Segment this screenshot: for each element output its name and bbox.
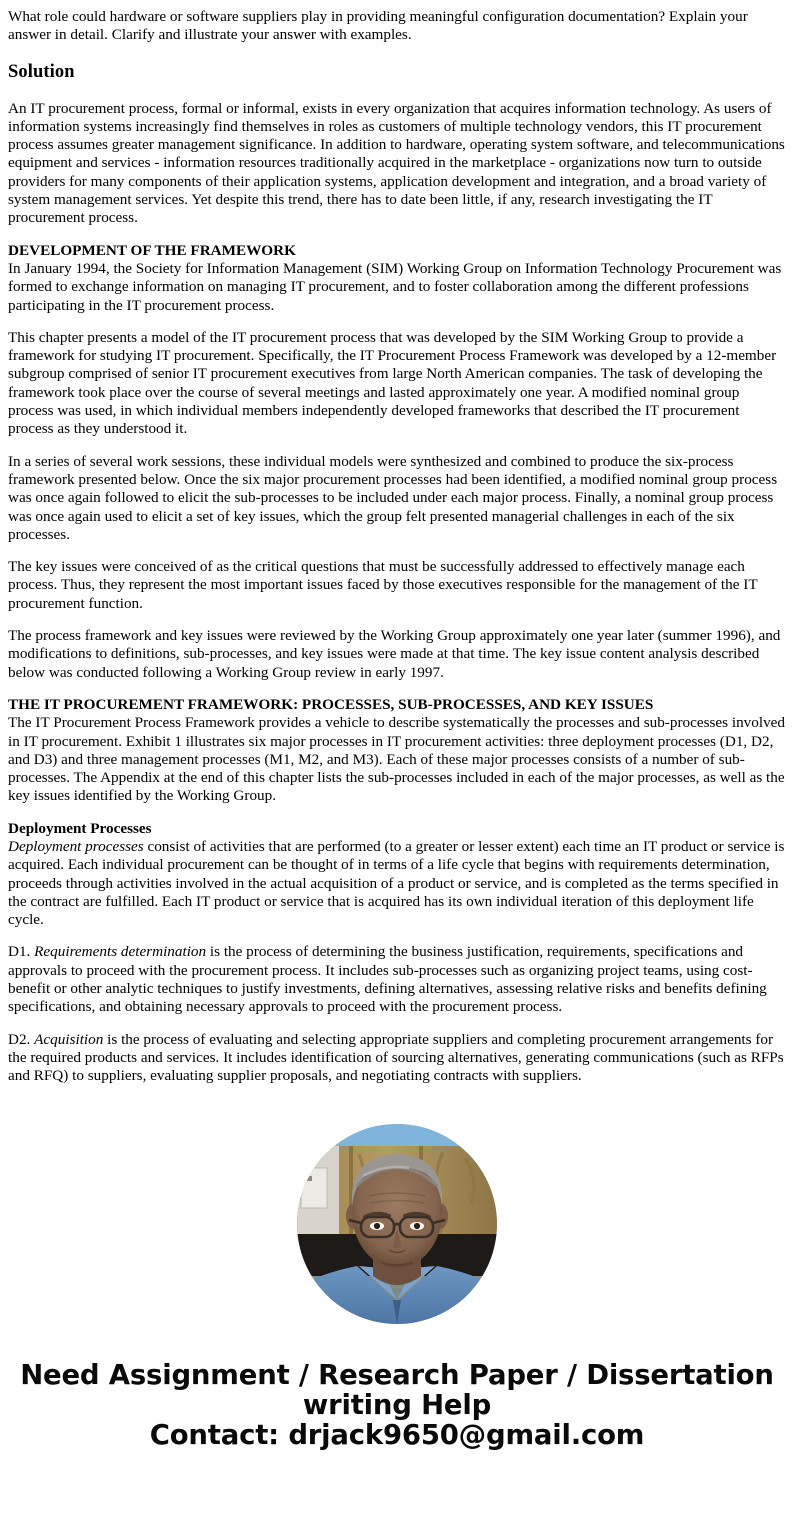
deployment-item-label: D1.	[8, 943, 35, 961]
section-paragraph: The key issues were conceived of as the critical questions that must be successfully addressed to effectively manage each process. Thus, they represent the most important issues faced by those executives responsible for the management of the IT procurement function.	[8, 558, 758, 612]
deployment-item-d1	[8, 943, 786, 1016]
deployment-item-rest: is the process of determining the business justification, requirements, specifications and approvals to proceed with the procurement process. It includes sub-processes such as organizing project teams, using cost-benefit or other analytic techniques to justify investments, defining alternatives, assessing relative risks and benefits defining specifications, and obtaining necessary approvals to proceed with the procurement process.	[8, 943, 767, 1016]
section-paragraph: This chapter presents a model of the IT procurement process that was developed by the SIM Working Group to provide a framework for studying IT procurement. Specifically, the IT Procurement Process Framework was developed by a 12-member subgroup comprised of senior IT procurement executives from large North American companies. The task of developing the framework took place over the course of several meetings and lasted approximately one year. A modified nominal group process was used, in which individual members independently developed frameworks that described the IT procurement process as they understood it.	[8, 328, 777, 438]
portrait-container	[8, 1124, 786, 1324]
deployment-item-term: Acquisition	[34, 1030, 104, 1048]
section-paragraph: The IT Procurement Process Framework provides a vehicle to describe systematically the processes and sub-processes involved in IT procurement. Exhibit 1 illustrates six major processes in IT procurement activities: three deployment processes (D1, D2, and D3) and three management processes (M1, M2, and M3). Each of these major processes consists of a number of sub-processes. The Appendix at the end of this chapter lists the sub-processes included in each of the major processes, as well as the key issues identified by the Working Group.	[8, 714, 786, 805]
deployment-term: Deployment processes	[8, 837, 144, 855]
solution-heading: Solution	[8, 61, 75, 82]
footer-line-1: Need Assignment / Research Paper / Dissertation writing Help	[20, 1358, 774, 1421]
deployment-definition-rest: consist of activities that are performed (to a greater or lesser extent) each time an IT product or service is acquired. Each individual procurement can be thought of in terms of a life cycle that begins with requirements determination, proceeds through activities involved in the actual acquisition of a product or service, and is completed as the terms specified in the contract are fulfilled. Each IT product or service that is acquired has its own individual iteration of this deployment life cycle.	[8, 837, 785, 929]
intro-paragraph: An IT procurement process, formal or informal, exists in every organization that acquires information technology. As users of information systems increasingly find themselves in roles as customers of multiple technology vendors, this IT procurement process assumes greater management significance. In addition to hardware, operating system software, and telecommunications equipment and services - information resources traditionally acquired in the marketplace - organizations now turn to outside providers for many components of their application systems, application development and integration, and a broad variety of system management services. Yet despite this trend, there has to date been little, if any, research investigating the IT procurement process.	[8, 99, 785, 227]
section-paragraph: In a series of several work sessions, these individual models were synthesized and combined to produce the six-process framework presented below. Once the six major procurement processes had been identified, a modified nominal group process was once again followed to elicit the sub-processes to be included under each major process. Finally, a nominal group process was once again used to elicit a set of key issues, which the group felt presented managerial challenges in each of the six processes.	[8, 452, 778, 543]
section-heading-framework: THE IT PROCUREMENT FRAMEWORK: PROCESSES, SUB-PROCESSES, AND KEY ISSUES	[8, 695, 654, 713]
section-paragraph: In January 1994, the Society for Information Management (SIM) Working Group on Information Technology Procurement was formed to exchange information on managing IT procurement, and to foster collaboration among the different professions participating in the IT procurement process.	[8, 259, 782, 314]
section-paragraph: The process framework and key issues were reviewed by the Working Group approximately one year later (summer 1996), and modifications to definitions, sub-processes, and key issues were made at that time. The key issue content analysis described below was conducted following a Working Group review in early 1997.	[8, 627, 781, 681]
portrait-illustration	[297, 1124, 497, 1324]
question-text: What role could hardware or software suppliers play in providing meaningful configuration documentation? Explain your answer in detail. Clarify and illustrate your answer with examples.	[8, 8, 748, 44]
avatar	[297, 1124, 497, 1324]
deployment-item-rest: is the process of evaluating and selecting appropriate suppliers and completing procurement arrangements for the required products and services. It includes identification of sourcing alternatives, generating communications (such as RFPs and RFQ) to suppliers, evaluating supplier proposals, and negotiating contracts with suppliers.	[8, 1030, 784, 1085]
deployment-item-term: Requirements determination	[34, 943, 207, 961]
deployment-item-label: D2.	[8, 1030, 35, 1048]
footer-line-2: Contact: drjack9650@gmail.com	[149, 1418, 645, 1451]
section-deployment	[8, 820, 786, 930]
section-heading-development: DEVELOPMENT OF THE FRAMEWORK	[8, 241, 296, 259]
deployment-definition	[8, 838, 786, 929]
footer-cta	[8, 1360, 786, 1464]
section-development	[8, 242, 786, 315]
sub-heading-deployment: Deployment Processes	[8, 819, 152, 837]
section-framework	[8, 696, 786, 806]
deployment-item-d2	[8, 1031, 786, 1086]
